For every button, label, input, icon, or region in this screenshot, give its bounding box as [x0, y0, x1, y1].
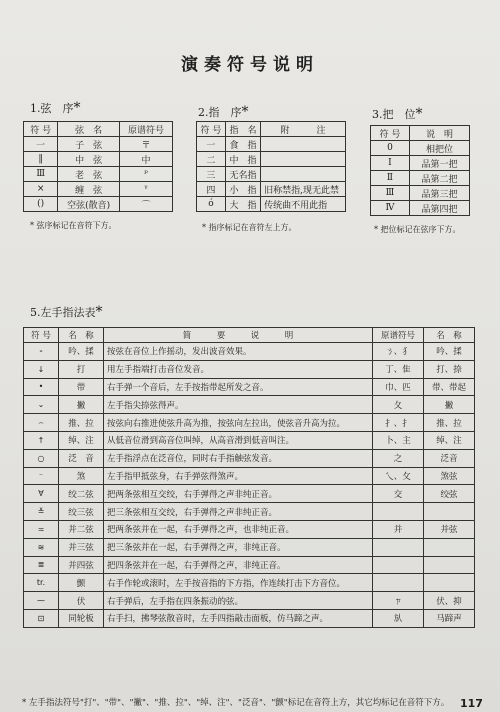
finger-order-table [196, 121, 346, 212]
cell: 并四弦 [59, 556, 104, 574]
cell: 四 [197, 182, 226, 197]
table-row [24, 449, 475, 467]
header-cell: 原谱符号 [119, 122, 172, 137]
cell [424, 503, 475, 521]
cell [261, 152, 346, 167]
cell: 把三条弦相互交绞，右手弹得之声非纯正音。 [104, 503, 373, 521]
cell: 右手弹后，左手指在四条振动的弦。 [104, 592, 373, 610]
header-cell: 说 明 [409, 126, 469, 141]
cell: 左手指浮点在泛音位，同时右手指触弦发音。 [104, 449, 373, 467]
cell: ⁻ [24, 467, 59, 485]
table-row [24, 343, 475, 361]
table-row [24, 167, 173, 182]
cell: ‖ [24, 152, 58, 167]
cell: 并弦 [424, 520, 475, 538]
table-header [24, 122, 173, 137]
table-row [24, 467, 475, 485]
header-cell: 名 称 [424, 328, 475, 343]
cell: ⌒ [119, 197, 172, 212]
table-header [197, 122, 346, 137]
header-cell: 名 称 [59, 328, 104, 343]
cell: 把三条弦并在一起，右手弹得之声，非纯正音。 [104, 538, 373, 556]
header-cell: 弦 名 [58, 122, 120, 137]
table-row [371, 156, 470, 171]
cell: ○ [24, 449, 59, 467]
cell: 按弦向右推进使弦升高为推，按弦向左拉出，使弦音升高为拉。 [104, 414, 373, 432]
section2-star: * [241, 104, 249, 120]
table-row [24, 431, 475, 449]
section2-title-text: 2.指 序 [198, 106, 242, 119]
header-cell: 简 要 说 明 [104, 328, 373, 343]
cell: 泛 音 [59, 449, 104, 467]
cell: ㄗ [373, 592, 424, 610]
footnote: * 左手指法符号"打"、"带"、"撇"、"推、拉"、"绰、注"、"泛音"、"颤"标记在音符上方，其它均标记在音符下方。 [22, 698, 450, 708]
cell: 右手扫，拂琴弦散音时，左手四指敲击面板，仿马蹄之声。 [104, 609, 373, 627]
table-row [24, 503, 475, 521]
table-row [197, 197, 346, 212]
cell: ⌄ [24, 396, 59, 414]
cell: 一 [24, 137, 58, 152]
cell: 〒 [119, 137, 172, 152]
cell [261, 137, 346, 152]
cell: 绞三弦 [59, 503, 104, 521]
cell: 撇 [59, 396, 104, 414]
string-order-table [23, 121, 173, 212]
cell: 并二弦 [59, 520, 104, 538]
cell: 推、拉 [59, 414, 104, 432]
cell: ㄋ、犭 [373, 343, 424, 361]
cell: 夂 [373, 396, 424, 414]
cell: 从低音位滑到高音位叫绰，从高音滑到低音叫注。 [104, 431, 373, 449]
cell: 空弦(散音) [58, 197, 120, 212]
cell: 绰、注 [59, 431, 104, 449]
cell: 无名指 [225, 167, 260, 182]
cell: 推、拉 [424, 414, 475, 432]
table-row [24, 592, 475, 610]
cell [261, 167, 346, 182]
cell: ⁃ [24, 343, 59, 361]
cell: 泛音 [424, 449, 475, 467]
cell: × [24, 182, 58, 197]
cell: 按弦在音位上作摇动，发出波音效果。 [104, 343, 373, 361]
cell: 伏、抑 [424, 592, 475, 610]
section3-title-text: 3.把 位 [372, 108, 416, 121]
cell: • [24, 378, 59, 396]
cell: 一 [197, 137, 226, 152]
cell [373, 538, 424, 556]
table-row [197, 137, 346, 152]
cell: 中 指 [225, 152, 260, 167]
left-hand-technique-table [23, 327, 475, 628]
cell: 右手弹一个音后，左手按指带起所发之音。 [104, 378, 373, 396]
section1-title [30, 100, 81, 116]
cell: 大 指 [225, 197, 260, 212]
hand-position-table [370, 125, 470, 216]
cell: ᵞ [119, 182, 172, 197]
table-row [24, 182, 173, 197]
cell: ⊡ [24, 609, 59, 627]
cell: ≍ [24, 520, 59, 538]
cell: 打、捺 [424, 360, 475, 378]
cell: 交 [373, 485, 424, 503]
cell: 中 弦 [58, 152, 120, 167]
section1-note: * 弦序标记在音符下方。 [30, 221, 117, 230]
table-row [24, 414, 475, 432]
cell: ↓ [24, 360, 59, 378]
cell: Ⅲ [371, 186, 410, 201]
cell: 绰、注 [424, 431, 475, 449]
section2-title [198, 104, 249, 120]
cell: 0 [371, 141, 410, 156]
cell: 把两条弦并在一起，右手弹得之声，也非纯正音。 [104, 520, 373, 538]
cell: ⁓ [24, 592, 59, 610]
cell [373, 574, 424, 592]
section1-star: * [73, 100, 81, 116]
table-row [24, 609, 475, 627]
cell: 马蹄声 [424, 609, 475, 627]
table-row [24, 574, 475, 592]
cell [424, 538, 475, 556]
cell: () [24, 197, 58, 212]
table-row [24, 137, 173, 152]
cell: 右手作轮或滚时，左手按音指的下方指，作连续打击下方音位。 [104, 574, 373, 592]
header-cell: 原谱符号 [373, 328, 424, 343]
cell: 带 [59, 378, 104, 396]
section3-note: * 把位标记在弦序下方。 [374, 225, 461, 234]
cell: 丁、隹 [373, 360, 424, 378]
cell: 带、带起 [424, 378, 475, 396]
cell: 吟、揉 [59, 343, 104, 361]
cell: 相把位 [409, 141, 469, 156]
table-row [24, 396, 475, 414]
table-row [371, 201, 470, 216]
table-row [24, 360, 475, 378]
header-cell: 符 号 [24, 328, 59, 343]
table-row [24, 378, 475, 396]
cell: 老 弦 [58, 167, 120, 182]
table-header [371, 126, 470, 141]
section1-title-text: 1.弦 序 [30, 102, 74, 115]
cell: 旧称禁指,现无此禁 [261, 182, 346, 197]
cell: 同轮板 [59, 609, 104, 627]
cell: 颤 [59, 574, 104, 592]
section5-star: * [95, 304, 103, 320]
cell: Ⅱ [371, 171, 410, 186]
cell: 㫃 [373, 609, 424, 627]
table-row [24, 538, 475, 556]
cell: ↑ [24, 431, 59, 449]
cell: 把两条弦相互交绞，右手弹得之声非纯正音。 [104, 485, 373, 503]
cell: 把四条弦并在一起，右手弹得之声，非纯正音。 [104, 556, 373, 574]
cell: 品第四把 [409, 201, 469, 216]
section3-star: * [415, 106, 423, 122]
table-row [371, 186, 470, 201]
header-cell: 符 号 [197, 122, 226, 137]
cell [373, 503, 424, 521]
cell: 绞二弦 [59, 485, 104, 503]
section2-note: * 指序标记在音符左上方。 [202, 223, 297, 232]
table-row [24, 520, 475, 538]
cell: 乀、攵 [373, 467, 424, 485]
cell: 中 [119, 152, 172, 167]
cell: 二 [197, 152, 226, 167]
table-header [24, 328, 475, 343]
cell: 并三弦 [59, 538, 104, 556]
page-number: 117 [460, 697, 483, 710]
section5-title [30, 304, 103, 320]
cell: 用左手指端打击音位发音。 [104, 360, 373, 378]
cell: ≚ [24, 503, 59, 521]
table-row [197, 182, 346, 197]
cell: 打 [59, 360, 104, 378]
header-cell: 符 号 [24, 122, 58, 137]
cell: 撇 [424, 396, 475, 414]
cell: 并 [373, 520, 424, 538]
header-cell: 指 名 [225, 122, 260, 137]
cell [424, 574, 475, 592]
table-row [197, 167, 346, 182]
page-title: 演奏符号说明 [181, 55, 319, 75]
cell: 煞 [59, 467, 104, 485]
cell: 巾、匹 [373, 378, 424, 396]
cell: 伏 [59, 592, 104, 610]
cell: ∀ [24, 485, 59, 503]
section3-title [372, 106, 423, 122]
cell: 品第二把 [409, 171, 469, 186]
cell: 缠 弦 [58, 182, 120, 197]
cell: 扌、扌 [373, 414, 424, 432]
cell: Ⅳ [371, 201, 410, 216]
cell: 左手指尖捺弦得声。 [104, 396, 373, 414]
table-row [371, 141, 470, 156]
cell: 子 弦 [58, 137, 120, 152]
table-row [24, 485, 475, 503]
cell: ó [197, 197, 226, 212]
table-row [24, 556, 475, 574]
cell [424, 556, 475, 574]
cell: tr. [24, 574, 59, 592]
table-row [371, 171, 470, 186]
cell: 吟、揉 [424, 343, 475, 361]
cell: 绞弦 [424, 485, 475, 503]
cell: ᵖ [119, 167, 172, 182]
cell: 传统曲不用此指 [261, 197, 346, 212]
cell: ≣ [24, 556, 59, 574]
cell: 品第三把 [409, 186, 469, 201]
cell: 左手指甲抵弦身，右手弹弦得煞声。 [104, 467, 373, 485]
cell: Ⅲ [24, 167, 58, 182]
cell: 之 [373, 449, 424, 467]
table-row [197, 152, 346, 167]
cell: Ⅰ [371, 156, 410, 171]
cell: 卜、主 [373, 431, 424, 449]
header-cell: 符 号 [371, 126, 410, 141]
cell: ⌢ [24, 414, 59, 432]
cell: 煞弦 [424, 467, 475, 485]
header-cell: 附 注 [261, 122, 346, 137]
cell: 三 [197, 167, 226, 182]
cell: 食 指 [225, 137, 260, 152]
section5-title-text: 5.左手指法表 [30, 306, 96, 319]
cell: 小 指 [225, 182, 260, 197]
cell: ≋ [24, 538, 59, 556]
table-row [24, 197, 173, 212]
cell: 品第一把 [409, 156, 469, 171]
cell [373, 556, 424, 574]
table-row [24, 152, 173, 167]
